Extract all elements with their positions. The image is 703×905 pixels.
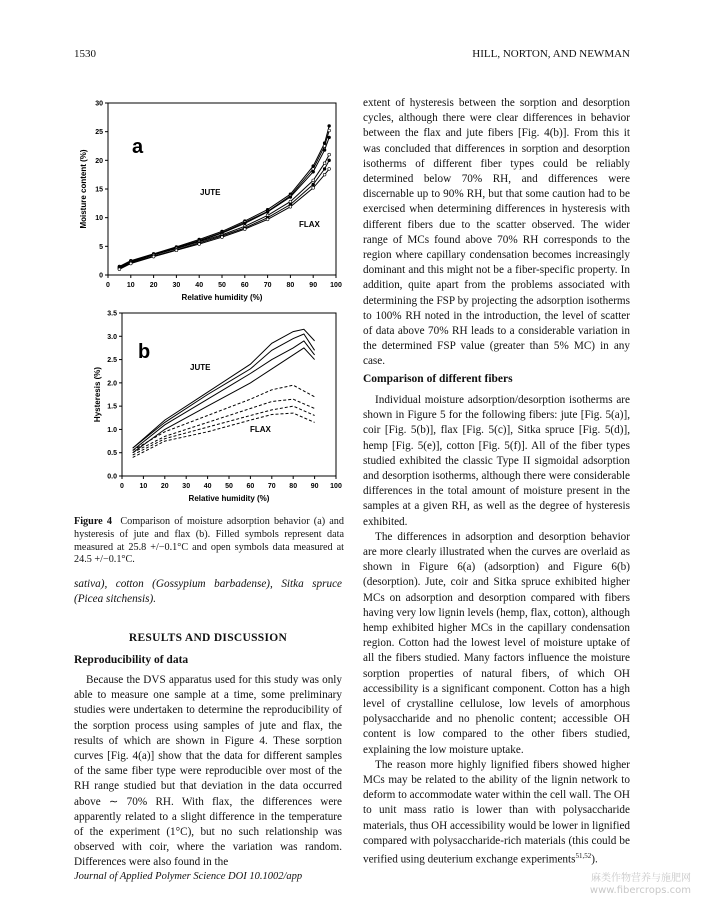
isotherms-text: Individual moisture adsorption/desorption isotherms are shown in Figure 5 for the following fibers: jute [Fig. 5(a)], coir [Fig. 5(b)], flax [Fig. 5(c)], Sitka spruce [Fig. 5(d)], hemp [Fig. 5(e)], cotton [Fig. 5(f)]. All of the fiber types studied exhibited the classic Type II sigmoidal adsorption and desorption isotherms, although there were considerable differences in the total amount of moisture present in the samples at a given RH, as well as the degree of hysteresis exhibited. [363,394,630,528]
comparison-heading: Comparison of different fibers [363,373,513,385]
x-tick-label: 60 [240,282,249,289]
y-tick-label: 30 [95,100,103,108]
data-point [129,262,132,265]
data-point [243,228,246,231]
x-tick-label: 60 [246,483,255,490]
data-point [221,236,224,239]
y-tick-label: 10 [95,215,103,223]
panel-label: a [132,136,144,158]
reproducibility-paragraph [74,673,342,871]
data-point [312,183,315,186]
data-point [328,136,331,139]
y-tick-label: 0.0 [107,473,117,481]
y-tick-label: 20 [95,157,103,165]
left-continuation: sativa), cotton (Gossypium barbadense), Sitka spruce (Picea sitchensis). [74,578,342,606]
x-tick-label: 10 [126,282,135,289]
curve-annotation: JUTE [200,188,221,197]
y-tick-label: 15 [95,186,103,194]
watermark-line-1: 麻类作物营养与施肥网 [591,873,691,884]
series-line [119,155,329,269]
y-tick-label: 1.0 [107,426,117,434]
series-line [119,131,329,268]
series-line [119,160,329,268]
x-tick-label: 90 [309,282,318,289]
data-point [328,159,331,162]
x-tick-label: 30 [172,282,181,289]
x-tick-label: 50 [225,483,233,490]
panel-label: b [138,341,151,363]
x-tick-label: 10 [139,483,148,490]
data-point [312,179,315,182]
data-point [289,205,292,208]
series-line [119,126,329,267]
x-tick-label: 90 [310,483,319,490]
series-line [119,137,329,267]
data-point [328,168,331,171]
watermark [590,873,691,897]
y-tick-label: 0.5 [107,450,117,458]
data-point [289,196,292,199]
figure-4a-moisture-chart [74,95,350,307]
x-tick-label: 70 [267,483,276,490]
citation-ref: 51,52 [575,852,592,861]
series-line [133,413,315,457]
figure-caption [74,516,344,567]
hysteresis-text: extent of hysteresis between the sorption and desorption cycles, although there were clear differences in behavior between the flax and jute fibers [Fig. 4(b)]. From this it was concluded that differences in sorption and desorption isotherms of different fiber types could be reliably determined below 70% RH, and differences were discernable up to 90% RH, but that some caution had to be exercised when determining differences in hysteresis with different fibers due to the scatter observed. The wider range of MCs found above 70% RH corresponds to the region where capillary condensation becomes increasingly dominant and this might not be a fiber-specific property. In addition, quite apart from the problems associated with determining the FSP by projecting the adsorption isotherms to 100% RH noted in the introduction, the level of scatter of data above 70% RH leads to a considerable variation in the determined FSP value (greater than 5% MC) in any case. [363,97,630,368]
y-axis-label: Hysteresis (%) [93,366,102,423]
results-heading: RESULTS AND DISCUSSION [128,632,288,644]
right-paragraphs [363,393,630,868]
data-point [328,125,331,128]
repro-text: Because the DVS apparatus used for this study was only able to measure one sample at a time, some preliminary studies were undertaken to determine the reproducibility of the sorption process using samples of jute and flax, the results of which are shown in Figure 4. These sorption curves [Fig. 4(a)] show that the data for different samples of the same fiber type were reproducible over most of the RH range studied but that deviation in the data occurred above ∼ 70% RH. With flax, the differences were apparently related to a slight difference in the temperature of the experiment (1°C), but no such relationship was observed with coir, where the variation was random. Differences were also found in the [74,674,342,869]
figure-4b-hysteresis-chart [74,308,350,508]
x-tick-label: 50 [218,282,226,289]
curve-annotation: JUTE [190,363,211,372]
x-tick-label: 70 [263,282,272,289]
y-tick-label: 3.5 [107,310,117,318]
y-tick-label: 0 [99,272,103,280]
running-title: HILL, NORTON, AND NEWMAN [472,48,630,60]
x-axis-label: Relative humidity (%) [181,293,263,302]
y-tick-label: 5 [99,243,103,251]
x-tick-label: 40 [195,282,204,289]
data-point [323,162,326,165]
lignified-text [363,758,630,868]
right-paragraph-1 [363,96,630,370]
journal-footer: Journal of Applied Polymer Science DOI 10.1002/app [74,871,303,882]
x-tick-label: 80 [289,483,298,490]
x-tick-label: 20 [160,483,169,490]
x-tick-label: 20 [149,282,158,289]
figure-caption-text: Comparison of moisture adsorption behavior (a) and hysteresis of jute and flax (b). Filled symbols represent data measured at 25.8 +/−0.1°C and open symbols data measured at 24.5 +/−0.1°C. [74,516,344,566]
x-tick-label: 80 [286,282,295,289]
figure-caption-label: Figure 4 [74,516,112,527]
x-tick-label: 40 [203,483,212,490]
data-point [323,173,326,176]
lignified-text-body: The reason more highly lignified fibers showed higher MCs may be related to the ability of the lignin network to deform to accommodate water within the cell wall. The OH to unit mass ratio is lower than with polysaccharide materials, thus OH accessibility would be lower in lignified compared with polysaccharide-rich materials (this could be verified using deuterium exchange experiments [363,758,630,866]
y-tick-label: 2.5 [107,357,117,365]
y-tick-label: 2.0 [107,380,117,388]
data-point [118,268,121,271]
y-tick-label: 1.5 [107,403,117,411]
watermark-line-2: www.fibercrops.com [589,885,691,896]
data-point [312,170,315,173]
data-point [323,149,326,152]
data-point [289,200,292,203]
data-point [198,243,201,246]
x-tick-label: 30 [182,483,191,490]
data-point [175,249,178,252]
lignified-text-end: ). [591,853,598,866]
series-line [133,329,315,448]
data-point [152,255,155,258]
data-point [323,168,326,171]
data-point [266,218,269,221]
x-tick-label: 0 [120,483,124,490]
curve-annotation: FLAX [299,220,320,229]
plot-frame [108,103,336,275]
y-tick-label: 25 [95,129,103,137]
y-tick-label: 3.0 [107,333,117,341]
data-point [328,129,331,132]
y-axis-label: Moisture content (%) [79,149,88,229]
data-point [312,186,315,189]
series-line [133,348,315,453]
x-tick-label: 100 [330,282,342,289]
x-tick-label: 100 [330,483,342,490]
data-point [243,222,246,225]
x-tick-label: 0 [106,282,110,289]
x-axis-label: Relative humidity (%) [188,494,270,503]
reproducibility-heading: Reproducibility of data [74,654,189,666]
data-point [328,153,331,156]
series-line [133,341,315,451]
differences-text: The differences in adsorption and desorption behavior are more clearly illustrated when the curves are overlaid as shown in Figure 6(a) (adsorption) and Figure 6(b) (desorption). Jute, coir and Sitka spruce exhibited higher MCs on adsorption and desorption compared with fibers having very low lignin levels (hemp, flax, cotton), although hemp exhibited higher MCs in the capillary condensation region. Cotton had the lowest level of moisture uptake of all the fibers studied. Many factors influence the moisture sorption properties of natural fibers, of which OH accessibility is a significant component. Cotton has a high level of crystalline cellulose, low levels of amorphous polysaccharide and no phenolic content; accessible OH content is low compared to the other fibers studied, explaining the low moisture uptake. [363,530,630,756]
curve-annotation: FLAX [250,425,271,434]
data-point [266,211,269,214]
page-number: 1530 [74,48,96,60]
